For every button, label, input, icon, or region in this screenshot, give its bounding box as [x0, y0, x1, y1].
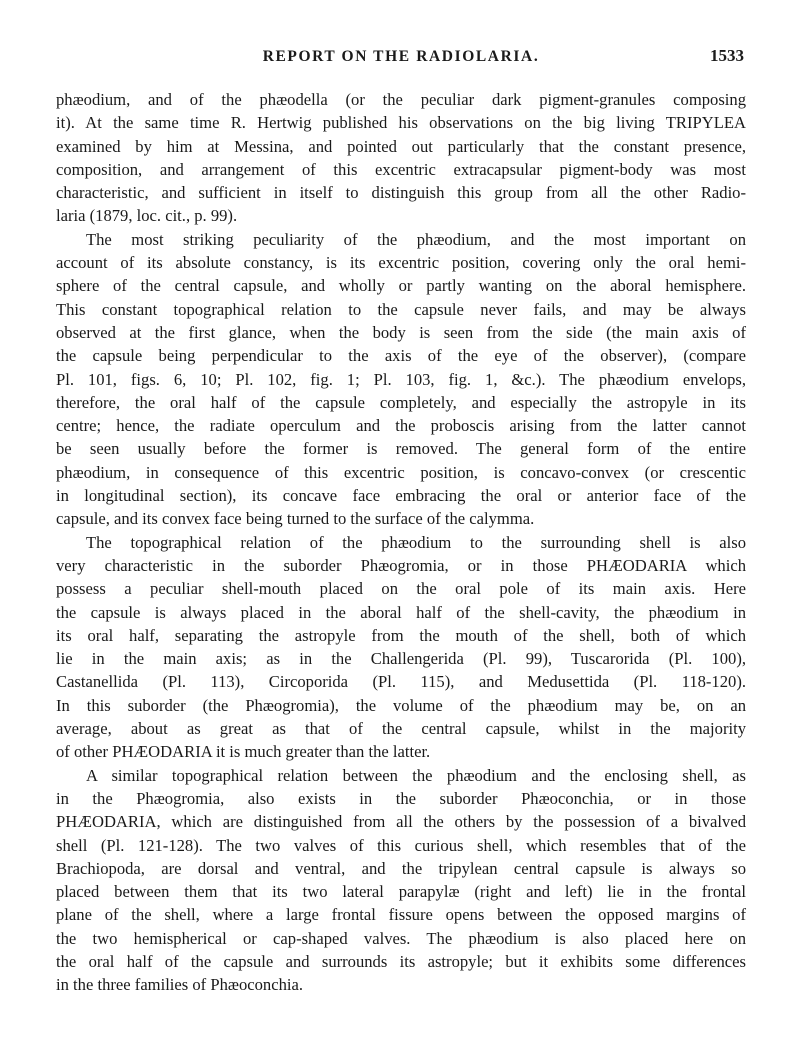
text-line-content: laria (1879, loc. cit., p. 99).	[56, 206, 238, 226]
text-line	[56, 857, 746, 880]
text-line	[56, 484, 746, 507]
text-line-content: therefore, the oral half of the capsule completely, and especially the astropyle in its	[56, 392, 746, 412]
text-line	[56, 391, 746, 414]
text-line	[56, 880, 746, 903]
text-line-content: placed between them that its two lateral parapylæ (right and left) lie in the frontal	[56, 882, 746, 902]
text-line	[56, 601, 746, 624]
text-line	[56, 88, 746, 111]
text-line-content: the oral half of the capsule and surrounds its astropyle; but it exhibits some differences	[56, 951, 746, 971]
text-line	[56, 950, 746, 973]
text-line	[56, 787, 746, 810]
text-line-content: Pl. 101, figs. 6, 10; Pl. 102, fig. 1; Pl. 103, fig. 1, &c.). The phæodium envelops,	[56, 369, 746, 389]
text-line	[56, 810, 746, 833]
text-line	[56, 414, 746, 437]
text-line	[56, 717, 746, 740]
text-line-content: in the three families of Phæoconchia.	[56, 975, 303, 995]
text-line	[56, 647, 746, 670]
text-line-content: it). At the same time R. Hertwig published his observations on the big living TRIPYLEA	[56, 113, 746, 133]
text-line-content: Brachiopoda, are dorsal and ventral, and the tripylean central capsule is always so	[56, 858, 746, 878]
page-number: 1533	[710, 46, 744, 65]
text-line-content: the capsule being perpendicular to the axis of the eye of the observer), (compare	[56, 346, 746, 366]
text-line-content: in longitudinal section), its concave face embracing the oral or anterior face of the	[56, 486, 746, 506]
text-line-content: account of its absolute constancy, is its excentric position, covering only the oral hemi-	[56, 253, 746, 273]
text-line-content: composition, and arrangement of this excentric extracapsular pigment-body was most	[56, 159, 746, 179]
text-line-content: in the Phæogromia, also exists in the suborder Phæoconchia, or in those	[56, 788, 746, 808]
text-line-content: The most striking peculiarity of the phæodium, and the most important on	[86, 229, 746, 249]
text-line-content: the capsule is always placed in the aboral half of the shell-cavity, the phæodium in	[56, 602, 746, 622]
text-line-content: be seen usually before the former is removed. The general form of the entire	[56, 439, 746, 459]
text-line-content: of other PHÆODARIA it is much greater than the latter.	[56, 742, 431, 762]
text-line	[56, 158, 746, 181]
text-line-content: its oral half, separating the astropyle from the mouth of the shell, both of which	[56, 625, 746, 645]
text-line	[56, 670, 746, 693]
text-line-content: centre; hence, the radiate operculum and the proboscis arising from the latter cannot	[56, 416, 746, 436]
text-line-content: PHÆODARIA, which are distinguished from all the others by the possession of a bivalved	[56, 812, 746, 832]
text-line-content: phæodium, in consequence of this excentric position, is concavo-convex (or crescentic	[56, 462, 746, 482]
text-line	[56, 344, 746, 367]
text-line	[56, 368, 746, 391]
text-line	[56, 740, 746, 763]
text-line	[56, 694, 746, 717]
text-line	[56, 973, 746, 996]
text-line-content: lie in the main axis; as in the Challengerida (Pl. 99), Tuscarorida (Pl. 100),	[56, 649, 746, 669]
text-line	[56, 135, 746, 158]
text-line	[56, 461, 746, 484]
text-line	[56, 764, 746, 787]
text-line-content: examined by him at Messina, and pointed out particularly that the constant presence,	[56, 136, 746, 156]
text-line	[56, 298, 746, 321]
text-line-content: possess a peculiar shell-mouth placed on the oral pole of its main axis. Here	[56, 579, 746, 599]
text-line-content: observed at the first glance, when the body is seen from the side (the main axis of	[56, 322, 746, 342]
text-line	[56, 927, 746, 950]
text-line-content: average, about as great as that of the central capsule, whilst in the majority	[56, 719, 746, 739]
text-line	[56, 577, 746, 600]
text-line-content: A similar topographical relation between the phæodium and the enclosing shell, as	[86, 765, 746, 785]
text-line-content: phæodium, and of the phæodella (or the peculiar dark pigment-granules composing	[56, 90, 746, 109]
text-line-content: plane of the shell, where a large frontal fissure opens between the opposed margins of	[56, 905, 746, 925]
text-line-content: The topographical relation of the phæodium to the surrounding shell is also	[86, 532, 746, 552]
text-line	[56, 274, 746, 297]
text-line-content: shell (Pl. 121-128). The two valves of this curious shell, which resembles that of the	[56, 835, 746, 855]
text-line	[56, 251, 746, 274]
text-line-content: In this suborder (the Phæogromia), the volume of the phæodium may be, on an	[56, 695, 746, 715]
text-line	[56, 228, 746, 251]
text-line	[56, 181, 746, 204]
text-line-content: sphere of the central capsule, and wholly or partly wanting on the aboral hemisphere.	[56, 276, 746, 296]
text-line	[56, 834, 746, 857]
text-line-content: This constant topographical relation to the capsule never fails, and may be always	[56, 299, 746, 319]
text-line-content: Castanellida (Pl. 113), Circoporida (Pl. 115), and Medusettida (Pl. 118-120).	[56, 672, 746, 692]
text-line	[56, 554, 746, 577]
text-line-content: the two hemispherical or cap-shaped valves. The phæodium is also placed here on	[56, 928, 746, 948]
text-line	[56, 321, 746, 344]
text-line-content: characteristic, and sufficient in itself to distinguish this group from all the other Radio-	[56, 183, 746, 203]
body-text	[56, 88, 746, 997]
text-line	[56, 903, 746, 926]
text-line	[56, 204, 746, 227]
text-line	[56, 437, 746, 460]
text-line-content: capsule, and its convex face being turned to the surface of the calymma.	[56, 509, 535, 529]
text-line	[56, 624, 746, 647]
text-line	[56, 111, 746, 134]
text-line-content: very characteristic in the suborder Phæogromia, or in those PHÆODARIA which	[56, 555, 746, 575]
text-line	[56, 507, 746, 530]
text-line	[56, 531, 746, 554]
running-title: REPORT ON THE RADIOLARIA.	[262, 48, 540, 65]
running-head	[56, 48, 746, 70]
